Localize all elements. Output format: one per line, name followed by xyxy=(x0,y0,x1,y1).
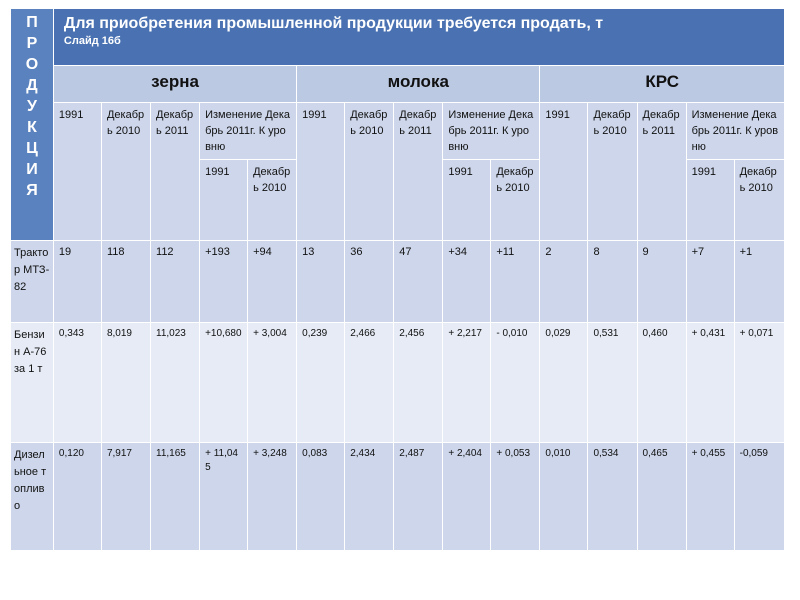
table-cell: +1 xyxy=(734,241,784,323)
table-cell: + 2,217 xyxy=(443,323,491,443)
table-cell: +34 xyxy=(443,241,491,323)
table-cell: 47 xyxy=(394,241,443,323)
table-cell: - 0,010 xyxy=(491,323,540,443)
table-cell: 2,466 xyxy=(345,323,394,443)
table-cell: 8 xyxy=(588,241,637,323)
col-header-change: Изменение Декабрь 2011г. К уровню xyxy=(200,103,297,160)
table-cell: 2 xyxy=(540,241,588,323)
col-header-dec2010: Декабрь 2010 xyxy=(101,103,150,241)
col-header-dec2011: Декабрь 2011 xyxy=(637,103,686,241)
sub-header-1991: 1991 xyxy=(200,160,248,241)
table-cell: 11,165 xyxy=(151,443,200,551)
table-cell: 0,239 xyxy=(297,323,345,443)
table-cell: +7 xyxy=(686,241,734,323)
col-header-dec2010: Декабрь 2010 xyxy=(588,103,637,241)
table-cell: 13 xyxy=(297,241,345,323)
table-cell: 8,019 xyxy=(101,323,150,443)
col-header-dec2011: Декабрь 2011 xyxy=(151,103,200,241)
sub-header-1991: 1991 xyxy=(686,160,734,241)
table-cell: + 0,431 xyxy=(686,323,734,443)
table-cell: 19 xyxy=(53,241,101,323)
table-cell: +11 xyxy=(491,241,540,323)
sub-header-1991: 1991 xyxy=(443,160,491,241)
table-cell: + 3,248 xyxy=(248,443,297,551)
table-cell: 2,434 xyxy=(345,443,394,551)
table-cell: + 2,404 xyxy=(443,443,491,551)
table-cell: 11,023 xyxy=(151,323,200,443)
col-header-1991: 1991 xyxy=(540,103,588,241)
group-header-grain: зерна xyxy=(53,66,296,103)
row-label: Бензин А-76 за 1 т xyxy=(11,323,54,443)
table-row xyxy=(11,323,785,443)
col-header-dec2011: Декабрь 2011 xyxy=(394,103,443,241)
sub-header-dec2010: Декабрь 2010 xyxy=(248,160,297,241)
table-cell: 0,534 xyxy=(588,443,637,551)
table-cell: + 0,053 xyxy=(491,443,540,551)
table-cell: + 3,004 xyxy=(248,323,297,443)
table-cell: + 11,045 xyxy=(200,443,248,551)
table-row xyxy=(11,443,785,551)
col-header-1991: 1991 xyxy=(53,103,101,241)
group-header-cattle: КРС xyxy=(540,66,785,103)
table-cell: 36 xyxy=(345,241,394,323)
row-label: Трактор МТЗ-82 xyxy=(11,241,54,323)
table-cell: 118 xyxy=(101,241,150,323)
table-cell: 0,531 xyxy=(588,323,637,443)
table-cell: 112 xyxy=(151,241,200,323)
table-cell: 2,487 xyxy=(394,443,443,551)
col-header-dec2010: Декабрь 2010 xyxy=(345,103,394,241)
table-cell: +10,680 xyxy=(200,323,248,443)
table-cell: -0,059 xyxy=(734,443,784,551)
table-cell: 0,120 xyxy=(53,443,101,551)
table-cell: +94 xyxy=(248,241,297,323)
table-cell: 0,029 xyxy=(540,323,588,443)
col-header-change: Изменение Декабрь 2011г. К уровню xyxy=(443,103,540,160)
col-header-change: Изменение Декабрь 2011г. К уровню xyxy=(686,103,784,160)
table-cell: +193 xyxy=(200,241,248,323)
side-label: П Р О Д У К Ц И Я xyxy=(11,9,54,241)
slide-number: Слайд 16б xyxy=(63,35,121,47)
sub-header-dec2010: Декабрь 2010 xyxy=(491,160,540,241)
col-header-1991: 1991 xyxy=(297,103,345,241)
row-label: Дизельное топливо xyxy=(11,443,54,551)
table-cell: 9 xyxy=(637,241,686,323)
page-title: Для приобретения промышленной продукции требуется продать, т Слайд 16б xyxy=(53,9,784,66)
table-cell: 0,083 xyxy=(297,443,345,551)
table-cell: 0,465 xyxy=(637,443,686,551)
table-cell: + 0,071 xyxy=(734,323,784,443)
sub-header-dec2010: Декабрь 2010 xyxy=(734,160,784,241)
table-cell: 0,460 xyxy=(637,323,686,443)
table-cell: 0,343 xyxy=(53,323,101,443)
group-header-milk: молока xyxy=(297,66,540,103)
table-cell: 2,456 xyxy=(394,323,443,443)
table-cell: + 0,455 xyxy=(686,443,734,551)
table-row xyxy=(11,241,785,323)
table-cell: 0,010 xyxy=(540,443,588,551)
table-cell: 7,917 xyxy=(101,443,150,551)
data-table xyxy=(10,8,785,551)
